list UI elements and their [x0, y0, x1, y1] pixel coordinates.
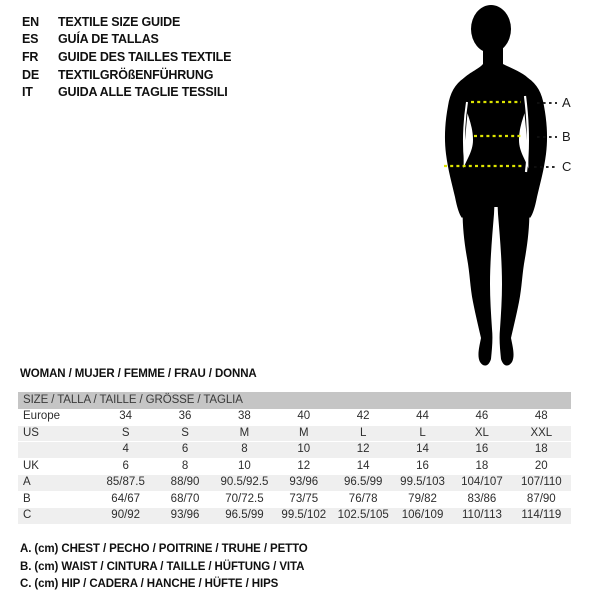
language-code: FR: [22, 49, 39, 64]
size-cell: 76/78: [348, 492, 378, 505]
size-cell: 93/96: [170, 509, 200, 521]
size-table-body: [18, 409, 571, 525]
table-row: [18, 426, 571, 443]
language-title: TEXTILE SIZE GUIDE: [58, 14, 181, 29]
size-cell: 106/109: [401, 509, 444, 521]
woman-silhouette: [445, 5, 547, 366]
language-row-de: [22, 66, 231, 84]
size-cell: 102.5/105: [337, 509, 389, 521]
hip-label: C: [562, 159, 572, 174]
size-cell: 4: [122, 443, 129, 455]
size-cell: 42: [356, 410, 370, 422]
size-cell: 44: [416, 410, 429, 422]
language-title-list: [22, 13, 231, 101]
size-cell: 8: [181, 459, 189, 472]
size-cell: 8: [241, 443, 248, 455]
size-cell: 16: [475, 443, 489, 455]
size-cell: 18: [475, 459, 489, 472]
size-cell: 90/92: [111, 509, 141, 521]
table-row: [18, 409, 571, 426]
size-cell: 14: [416, 443, 429, 455]
size-cell: 12: [356, 443, 370, 455]
language-code: EN: [22, 14, 39, 29]
language-title: GUIDA ALLE TAGLIE TESSILI: [58, 85, 228, 100]
legend-line: B. (cm) WAIST / CINTURA / TAILLE / HÜFTUNG / VITA: [20, 560, 305, 573]
size-cell: 96.5/99: [344, 476, 383, 488]
size-cell: 85/87.5: [106, 476, 145, 488]
woman-heading: WOMAN / MUJER / FEMME / FRAU / DONNA: [20, 368, 257, 380]
size-cell: 12: [297, 459, 311, 472]
size-cell: 110/113: [462, 509, 502, 521]
legend-line: C. (cm) HIP / CADERA / HANCHE / HÜFTE / HIPS: [20, 578, 279, 591]
size-cell: 20: [534, 459, 548, 472]
woman-silhouette-diagram: [400, 0, 600, 390]
size-cell: XXL: [530, 426, 553, 439]
table-row: [18, 492, 571, 509]
language-row-es: [22, 31, 231, 49]
row-label: B: [23, 492, 31, 505]
size-cell: XL: [474, 426, 489, 439]
size-cell: 87/90: [526, 492, 556, 505]
size-cell: 93/96: [289, 476, 319, 488]
size-cell: M: [299, 426, 309, 439]
silhouette-torso: [461, 46, 532, 207]
size-cell: 79/82: [408, 492, 437, 505]
size-cell: 90.5/92.5: [220, 476, 269, 488]
language-code: DE: [22, 67, 39, 82]
size-cell: S: [121, 426, 130, 439]
language-row-it: [22, 83, 231, 101]
size-cell: M: [239, 426, 250, 439]
size-cell: L: [419, 426, 426, 439]
size-cell: 46: [475, 410, 489, 422]
row-label: US: [23, 426, 39, 439]
size-cell: 6: [181, 443, 189, 455]
size-table-header: SIZE / TALLA / TAILLE / GRÖSSE / TAGLIA: [18, 392, 571, 409]
legend-line: A. (cm) CHEST / PECHO / POITRINE / TRUHE / PETTO: [20, 543, 308, 555]
row-label: UK: [23, 459, 39, 472]
size-cell: 99.5/103: [400, 476, 445, 488]
size-cell: 96.5/99: [225, 509, 264, 521]
size-cell: 36: [178, 410, 192, 422]
size-cell: 6: [122, 459, 129, 472]
silhouette-right-leg: [497, 185, 529, 366]
size-cell: 34: [119, 410, 133, 422]
waist-label: B: [562, 129, 571, 144]
silhouette-left-leg: [463, 185, 495, 366]
language-row-en: [22, 13, 231, 31]
size-cell: 38: [238, 410, 251, 422]
size-cell: L: [359, 426, 367, 439]
size-cell: 99.5/102: [281, 509, 327, 521]
chest-label: A: [562, 95, 571, 110]
language-code: ES: [22, 32, 39, 47]
size-cell: 10: [297, 443, 311, 455]
size-cell: 40: [297, 410, 311, 422]
table-row: [18, 508, 571, 525]
size-cell: 104/107: [461, 476, 503, 488]
size-cell: 73/75: [289, 492, 319, 505]
size-cell: 68/70: [170, 492, 200, 505]
size-cell: 18: [534, 443, 548, 455]
language-row-fr: [22, 48, 231, 66]
size-cell: 64/67: [111, 492, 141, 505]
row-label: C: [23, 509, 32, 521]
size-cell: 107/110: [520, 476, 562, 488]
size-cell: 14: [356, 459, 370, 472]
silhouette-head: [471, 5, 511, 53]
size-cell: 114/119: [521, 509, 562, 521]
row-label: Europe: [23, 410, 61, 422]
measurement-legend: [20, 541, 308, 594]
row-label: A: [23, 476, 31, 488]
size-cell: 83/86: [467, 492, 497, 505]
language-title: GUIDE DES TAILLES TEXTILE: [58, 49, 232, 64]
size-cell: S: [181, 426, 189, 439]
size-table: [18, 392, 571, 525]
size-cell: 16: [416, 459, 429, 472]
language-code: IT: [22, 85, 33, 100]
table-row: [18, 442, 571, 459]
table-row: [18, 459, 571, 476]
table-row: [18, 475, 571, 492]
size-cell: 10: [238, 459, 251, 472]
size-cell: 88/90: [170, 476, 200, 488]
language-title: TEXTILGRÖßENFÜHRUNG: [58, 67, 214, 82]
size-cell: 70/72.5: [225, 492, 264, 505]
language-title: GUÍA DE TALLAS: [58, 32, 159, 47]
size-cell: 48: [534, 410, 548, 422]
